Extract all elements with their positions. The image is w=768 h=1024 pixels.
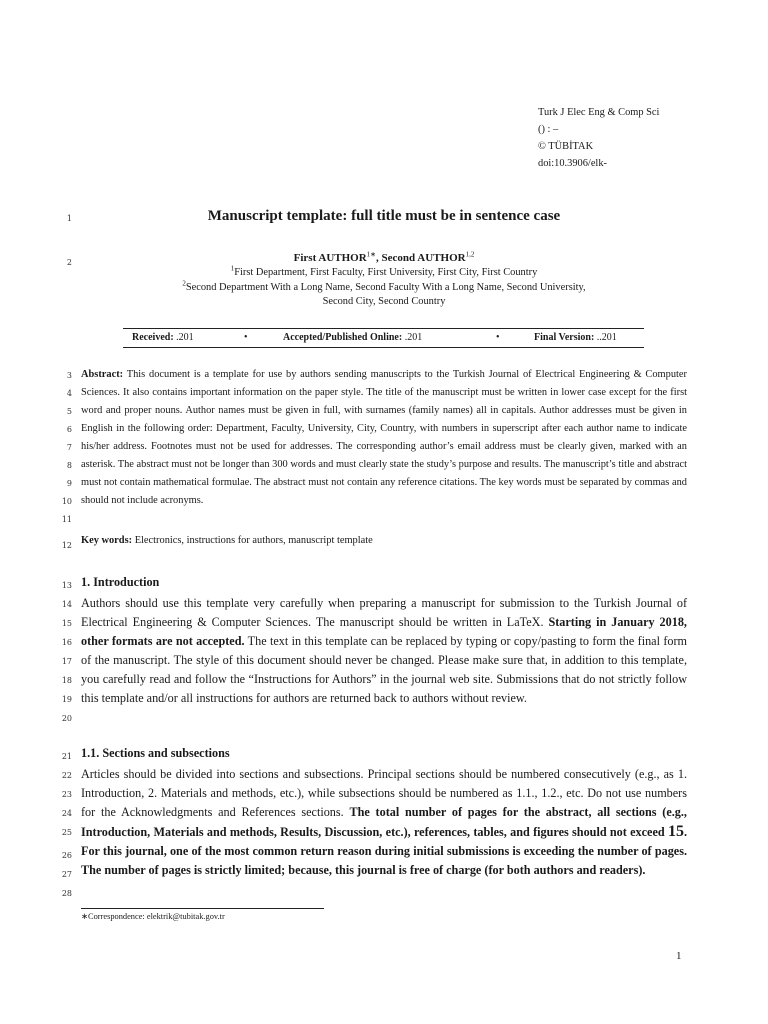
abstract (81, 366, 687, 510)
author-second-sup: 1,2 (465, 250, 475, 259)
author-sep: , (376, 252, 382, 264)
accepted-value: .201 (404, 332, 423, 343)
line-number: 20 (61, 714, 72, 723)
author-first: First AUTHOR (293, 252, 367, 264)
line-number: 27 (61, 870, 72, 879)
line-number: 13 (61, 581, 72, 590)
received (132, 332, 194, 343)
final-label: Final Version: (534, 332, 595, 343)
line-number: 18 (61, 676, 72, 685)
dates-bar (123, 328, 644, 348)
line-number: 5 (66, 407, 72, 416)
intro-text-2: The text in this template can be replaced by typing or copy/pasting to form the final form of the manuscript. The style of this document should never be changed. Please make sure that, in addition to this template, you carefully read and follow the “Instructions for Authors” in the journal web site. Submissions that do not strictly follow this template and/or all instructions for authors are returned back to authors without review. (81, 634, 688, 705)
keywords-text: Electronics, instructions for authors, manuscript template (132, 535, 373, 546)
intro-text-1: Authors should use this template very carefully when preparing a manuscript for submission to the Turkish Journal of Electrical Engineering & Computer Sciences. The manuscript should be written in LaTeX. (81, 596, 687, 629)
line-number: 15 (61, 619, 72, 628)
line-number: 14 (61, 600, 72, 609)
sections-text-1: Articles should be divided into sections and subsections. Principal sections should be numbered consecutively (e.g., as 1. Introduction, 2. Materials and methods, etc.), while subsections should be numbered as 1.1., 1.2., etc. Do not use numbers for the Acknowledgments and References sections. (81, 767, 687, 819)
sections-bold-1: The total number of pages for the abstract, all sections (e.g., Introduction, Materials and methods, Results, Discussion, etc.), references, tables, and figures should not exceed (81, 805, 687, 839)
keywords-label: Key words: (81, 535, 133, 546)
journal-header (538, 104, 659, 172)
introduction-paragraph (81, 594, 687, 708)
footnote-correspondence: ∗Correspondence: elektrik@tubitak.gov.tr (81, 912, 225, 921)
abstract-label: Abstract: (81, 369, 124, 380)
affiliation-2 (120, 281, 648, 296)
affiliation-2-sup: 2 (182, 279, 186, 288)
section-heading-introduction: 1. Introduction (81, 575, 160, 589)
abstract-text: This document is a template for use by authors sending manuscripts to the Turkish Journal of Electrical Engineering & Computer Sciences. It also contains important information on the paper style. The title of the manuscript must be written in lower case except for the first word and proper nouns. Author names must be given in full, with surnames (family names) all in capitals. Author addresses must be given in English in the following order: Department, Faculty, University, City, Country, with numbers in superscript after each author name to indicate his/her address. Footnotes must not be used for addresses. The corresponding author’s email address must be clearly given, marked with an asterisk. The abstract must not be longer than 300 words and must clearly state the study’s purpose and results. The manuscript’s title and abstract must not contain mathematical formulae. The abstract must not contain any reference citations. The key words must be separated by commas and should not include acronyms. (81, 369, 687, 506)
line-number: 9 (66, 479, 72, 488)
accepted (283, 332, 422, 343)
bullet: • (244, 332, 248, 343)
page-number: 1 (676, 950, 682, 962)
affiliation-1-sup: 1 (230, 264, 235, 273)
affiliations (120, 266, 648, 310)
line-number: 7 (66, 443, 72, 452)
final-version (534, 332, 617, 343)
footnote-rule (81, 908, 324, 909)
intro-bold: Starting in January 2018, other formats are not accepted. (81, 615, 687, 648)
line-number: 22 (61, 771, 72, 780)
affiliation-1-text: First Department, First Faculty, First University, First City, First Country (234, 267, 538, 278)
line-number: 4 (66, 389, 72, 398)
line-number: 12 (61, 541, 72, 550)
paper-title: Manuscript template: full title must be in sentence case (207, 208, 561, 224)
line-number: 6 (66, 425, 72, 434)
line-number: 17 (61, 657, 72, 666)
line-number: 25 (61, 828, 72, 837)
sections-paragraph (81, 765, 687, 880)
received-value: .201 (176, 332, 194, 343)
line-number: 8 (66, 461, 72, 470)
line-number: 28 (61, 889, 72, 898)
final-value: ..201 (596, 332, 617, 343)
bullet: • (496, 332, 500, 343)
line-number: 16 (61, 638, 72, 647)
affiliation-1 (120, 266, 648, 281)
line-number: 26 (61, 851, 72, 860)
accepted-label: Accepted/Published Online: (283, 332, 403, 343)
received-label: Received: (132, 332, 174, 343)
line-number: 24 (61, 809, 72, 818)
line-number: 19 (61, 695, 72, 704)
line-number: 23 (61, 790, 72, 799)
line-number: 11 (61, 515, 72, 524)
journal-copyright: © TÜBİTAK (538, 141, 594, 152)
author-second: Second AUTHOR (381, 252, 466, 264)
line-number: 10 (61, 497, 72, 506)
author-first-sup: 1∗ (366, 250, 377, 259)
line-number: 3 (66, 371, 72, 380)
page-limit-number: 15 (667, 823, 684, 840)
line-number: 21 (61, 752, 72, 761)
journal-doi: doi:10.3906/elk- (538, 158, 607, 169)
journal-name: Turk J Elec Eng & Comp Sci (538, 107, 660, 118)
line-number: 1 (66, 214, 72, 223)
keywords (81, 535, 687, 546)
sections-bold-2: . For this journal, one of the most common return reason during initial submissions is exceeding the number of pages. The number of pages is strictly limited; because, this journal is free of charge (for both authors and readers). (81, 825, 687, 877)
affiliation-2-line1: Second Department With a Long Name, Second Faculty With a Long Name, Second University, (185, 281, 586, 293)
line-number: 2 (66, 258, 72, 267)
author-list (0, 252, 768, 264)
journal-volume: () : – (538, 124, 559, 135)
affiliation-2-line2: Second City, Second Country (322, 296, 446, 307)
subsection-heading: 1.1. Sections and subsections (81, 746, 230, 760)
